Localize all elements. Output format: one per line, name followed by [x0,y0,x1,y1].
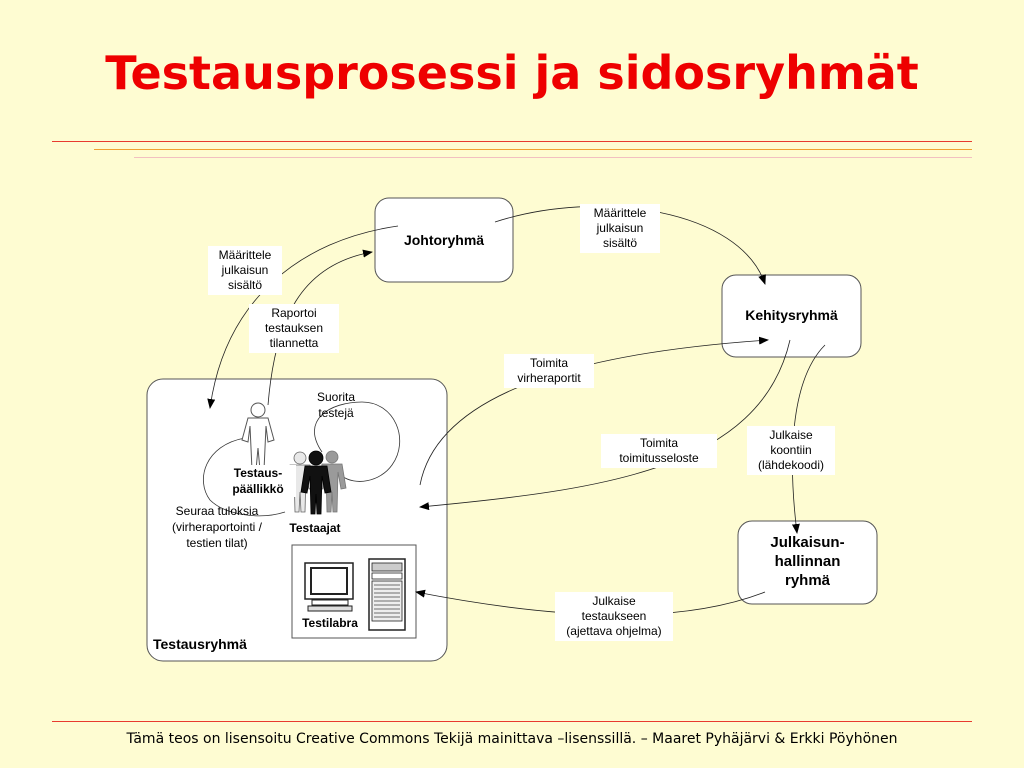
johtoryhma-label: Johtoryhmä [403,232,485,248]
label-toimita-virhe: Toimita virheraportit [504,354,594,388]
label-julkaise-koontiin: Julkaise koontiin (lähdekoodi) [747,426,835,475]
testauspaallikko-text: Testaus- päällikkö [220,465,296,497]
slide-title: Testausprosessi ja sidosryhmät [105,46,919,100]
computer-icon [305,563,353,611]
testilabra-text: Testilabra [302,616,358,630]
label-toimita-seloste: Toimita toimitusseloste [601,434,717,468]
kehitysryhma-label: Kehitysryhmä [745,307,838,323]
label-maarittele-right: Määrittele julkaisun sisältö [580,204,660,253]
testausryhma-label: Testausryhmä [153,636,247,652]
julkaisunhallinta-label: Julkaisun- hallinnan ryhmä [770,534,845,589]
label-maarittele-left: Määrittele julkaisun sisältö [208,246,282,295]
footer-license: Tämä teos on lisensoitu Creative Commons Tekijä mainittava –lisenssillä. – Maaret Pyhäjärvi & Erkki Pöyhönen [126,731,898,747]
label-raportoi: Raportoi testauksen tilannetta [249,304,339,353]
label-julkaise-testaukseen: Julkaise testaukseen (ajettava ohjelma) [555,592,673,641]
seuraa-text: Seuraa tuloksia (virheraportointi / testien tilat) [171,504,263,550]
suorita-text: Suorita testejä [316,390,356,420]
arrow-toimita-seloste [420,340,790,507]
testaajat-text: Testaajat [289,521,341,535]
server-icon [369,559,405,630]
